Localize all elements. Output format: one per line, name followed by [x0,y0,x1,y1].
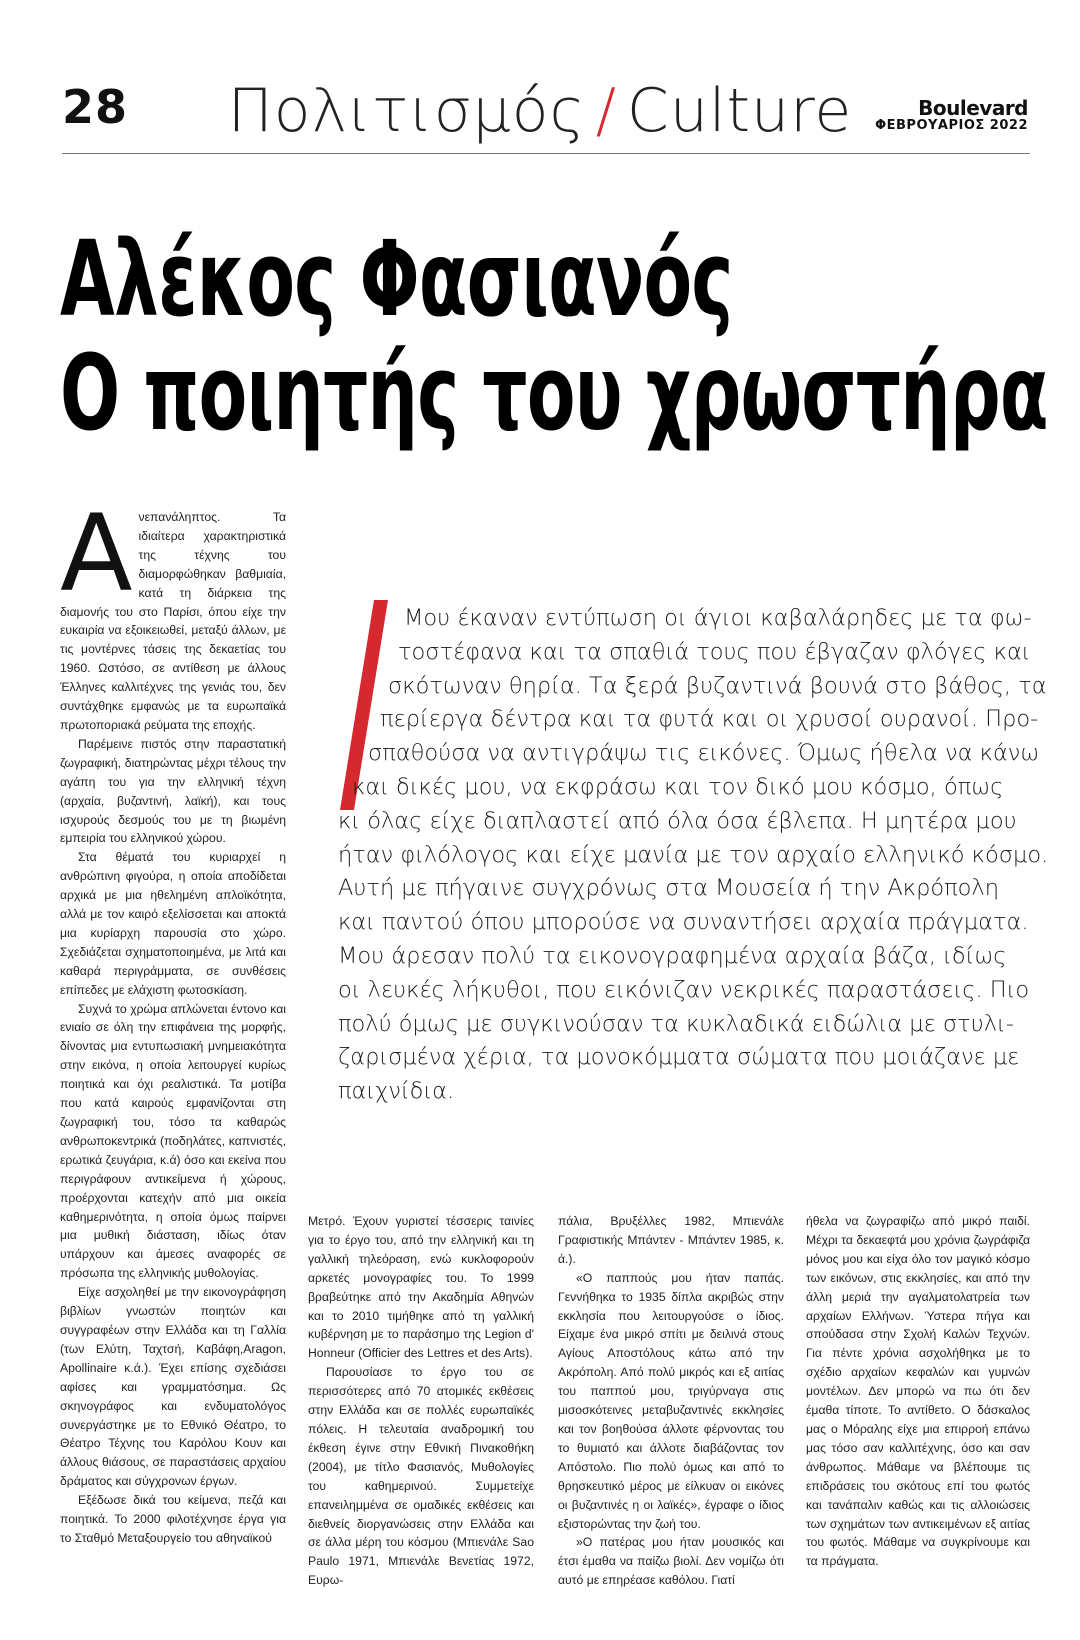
quote-line: πολύ όμως με συγκινούσαν τα κυκλαδικά ειδώλια με στυλι- [338,1010,1014,1037]
paragraph: Εξέδωσε δικά του κείμενα, πεζά και ποιητικά. Το 2000 φιλοτέχνησε έργα για το Σταθμό Μεταξουργείο του αθηναϊκού [60,1493,286,1545]
quote-line: παιχνίδια. [338,1078,455,1105]
section-slash: / [595,76,617,146]
quote-line: ζαρισμένα χέρια, τα μονοκόμματα σώματα που μοιάζανε με [338,1044,1020,1071]
section-title-greek: Πολιτισμός [227,76,586,146]
article-column-3 [558,1212,784,1590]
pull-quote [338,602,1049,1109]
quote-line: περίεργα δέντρα και τα φυτά και οι χρυσοί ουρανοί. Προ- [380,706,1039,733]
quote-line: Αυτή με πήγαινε συγχρόνως στα Μουσεία ή την Ακρόπολη [338,875,1000,902]
quote-line: οι λευκές λήκυθοι, που εικόνιζαν νεκρικές παραστάσεις. Πιο [338,976,1030,1003]
paragraph: »Ο πατέρας μου ήταν μουσικός και έτσι έμαθα να παίζω βιολί. Δεν νομίζω ότι αυτό με επηρέασε καθόλου. Γιατί [558,1535,784,1588]
paragraph: Είχε ασχοληθεί με την εικονογράφηση βιβλίων γνωστών ποιητών και συγγραφέων στην Ελλάδα και τη Γαλλία (των Ελύτη, Ταχτσή, Καβάφη,Aragon, Apollinaire κ.ά.). Έχει επίσης σχεδιάσει αφίσες και γραμματόσημα. Ως σκηνογράφος και ενδυματολόγος συνεργάστηκε με το Εθνικό Θέατρο, το Θέατρο Τέχνης του Καρόλου Κουν και άλλους θιάσους, σε παραστάσεις αρχαίου δράματος και σύγχρονων έργων. [60,1285,286,1489]
quote-line: και δικές μου, να εκφράσω και τον δικό μου κόσμο, όπως [352,773,1004,800]
article-column-left [60,492,286,1548]
paragraph: Στα θέματά του κυριαρχεί η ανθρώπινη φιγούρα, η οποία αποδίδεται αρχικά με μια ηθελημένη απλοϊκότητα, αλλά με τον καιρό εξελίσσεται και αποκτά μια κυρίαρχη παρουσία στο χώρο. Σχεδιάζεται σχηματοποιημένα, με λιτά και καθαρά περιγράμματα, σε συνθέσεις επίπεδες με ελάχιστη φωτοσκίαση. [60,850,286,997]
article-headline [60,218,1048,454]
paragraph: πάλια, Βρυξέλλες 1982, Μπιενάλε Γραφιστικής Μπάντεν - Μπάντεν 1985, κ. ά.). [558,1214,784,1266]
article-column-2 [308,1212,534,1590]
paragraph: Παρέμεινε πιστός στην παραστατική ζωγραφική, διατηρώντας μέχρι τέλους την αγάπη του για την ελληνική τέχνη (αρχαία, βυζαντινή, λαϊκή), και τους ισχυρούς δεσμούς του με τη βιωμένη εμπειρία του ελληνικού χώρου. [60,736,286,846]
header-divider [62,153,1030,154]
paragraph: Μετρό. Έχουν γυριστεί τέσσερις ταινίες για το έργο του, από την ελληνική και τη γαλλική τηλεόραση, ενώ κυκλοφορούν αρκετές μονογραφίες του. Το 1999 βραβεύτηκε από την Ακαδημία Αθηνών και το 2010 τιμήθηκε από τη γαλλική κυβέρνηση με το παράσημο της Legion d' Honneur (Officier des Lettres et des Arts). [308,1214,534,1361]
quote-line: ήταν φιλόλογος και είχε μανία με τον αρχαίο ελληνικό κόσμο. [338,841,1049,868]
quote-line: τοστέφανα και τα σπαθιά τους που έβγαζαν φλόγες και [398,638,1031,665]
paragraph: νεπανάληπτος. Τα ιδιαίτερα χαρακτηριστικά της τέχνης του διαμορφώθηκαν βαθμιαία, κατά τη διάρκεια της διαμονής του στο Παρίσι, όπου είχε την ευκαιρία να εξοικειωθεί, μεταξύ άλλων, με τις μοντέρνες τάσεις της δεκαετίας του 1960. Ωστόσο, σε αντίθεση με άλλους Έλληνες καλλιτέχνες της γενιάς του, δεν συντάχθηκε εμφανώς με τα ευρωπαϊκά πρωτοποριακά ρεύματα της εποχής. [60,510,286,732]
page-number: 28 [62,80,129,134]
issue-date: ΦΕΒΡΟΥΑΡΙΟΣ 2022 [875,118,1028,133]
article-column-4 [806,1212,1030,1571]
section-title-english: Culture [626,76,853,146]
paragraph: Συχνά το χρώμα απλώνεται έντονο και ενιαίο σε όλη την επιφάνεια της μορφής, δίνοντας μια εντυπωσιακή μνημειακότητα στην εικόνα, η οποία λειτουργεί κυρίως ποιητικά και όχι ρεαλιστικά. Τα μοτίβα που κατά καιρούς εμφανίζονται στη ζωγραφική του, τόσο τα καθαρώς ανθρωποκεντρικά (ποδηλάτες, καπνιστές, ερωτικά ζευγάρια, κ.ά) όσο και εκείνα που περιγράφουν αντικείμενα ή χώρους, προέρχονται κατεχήν από μια οικεία καθημερινότητα, η οποία όμως παίρνει μια μυθική διάσταση, ιδίως όταν υπάρχουν και άμεσες αναφορές σε πρόσωπα της ελληνικής μυθολογίας. [60,1001,286,1281]
quote-line: Μου άρεσαν πολύ τα εικονογραφημένα αρχαία βάζα, ιδίως [338,942,1007,969]
paragraph: Παρουσίασε το έργο του σε περισσότερες από 70 ατομικές εκθέσεις στην Ελλάδα και σε πολλές ευρωπαϊκές πόλεις. Η τελευταία αναδρομική του έκθεση έγινε στην Εθνική Πινακοθήκη (2004), με τίτλο Φασιανός, Μυθολογίες του καθημερινού. Συμμετείχε επανειλημμένα σε ομαδικές εκθέσεις και διεθνείς διοργανώσεις στην Ελλάδα και σε άλλα μέρη του κόσμου (Μπιενάλε Sao Paulo 1971, Μπιενάλε Βενετίας 1972, Ευρω- [308,1365,534,1588]
brand-name: Boulevard [918,96,1028,120]
headline-line-2: Ο ποιητής του χρωστήρα [60,332,1048,454]
quote-line: Μου έκαναν εντύπωση οι άγιοι καβαλάρηδες με τα φω- [404,605,1032,631]
drop-cap: Α [60,492,133,615]
quote-line: κι όλας είχε διαπλαστεί από όλα όσα έβλεπα. Η μητέρα μου [338,807,1017,834]
quote-line: και παντού όπου μπορούσε να συναντήσει αρχαία πράγματα. [338,909,1029,936]
paragraph: «Ο παππούς μου ήταν παπάς. Γεννήθηκα το 1935 δίπλα ακριβώς στην εκκλησία που λειτουργούσε ο ίδιος. Είχαμε ένα μικρό σπίτι με δειλινά στους Αγίους Αποστόλους κάτω από την Ακρόπολη. Από πολύ μικρός και εξ αιτίας του παππού μου, τριγύρναγα στις μισοσκότεινες μεταβυζαντινές εκκλησίες και τον βοηθούσα άλλοτε φέρνοντας του το θυμιατό και άλλοτε διαβάζοντας τον Απόστολο. Πιο πολύ όμως και από το θρησκευτικό μέρος με είλκυαν οι εικόνες οι βυζαντινές η οι λαϊκές», έγραφε ο ίδιος εξιστορώντας την ζωή του. [558,1270,784,1531]
masthead [875,98,1028,133]
quote-line: σπαθούσα να αντιγράψω τις εικόνες. Όμως ήθελα να κάνω [368,740,1040,767]
headline-line-1: Αλέκος Φασιανός [60,218,733,340]
paragraph: ήθελα να ζωγραφίζω από μικρό παιδί. Μέχρι τα δεκαεφτά μου χρόνια ζωγράφιζα μόνος μου και είχα όλο τον μαγικό κόσμο των εικόνων, στις εκκλησίες, και από την άλλη μεριά την αγαλματολατρεία των αρχαίων Ελλήνων. Ύστερα πήγα και σπούδασα στην Σχολή Καλών Τεχνών. Για πέντε χρόνια ασχολήθηκα με το σχέδιο αρχαίων κεφαλών και γυμνών μοντέλων. Δεν μπορώ να πω ότι δεν έμαθα τίποτε. Το αντίθετο. Ο δάσκαλος μας ο Μόραλης είχε μια επιρροή επάνω μας τόσο σαν καλλιτέχνης, όσο και σαν άνθρωπος. Μάθαμε να βλέπουμε τις επιδράσεις του σκότους επί του φωτός και τανάπαλιν καθώς και τις αλλοιώσεις των σχημάτων των αντικειμένων εξ αιτίας του φωτός. Μάθαμε να συγκρίνουμε και τα πράγματα. [806,1214,1030,1569]
quote-line: σκότωναν θηρία. Τα ξερά βυζαντινά βουνά στο βάθος, τα [388,672,1047,699]
